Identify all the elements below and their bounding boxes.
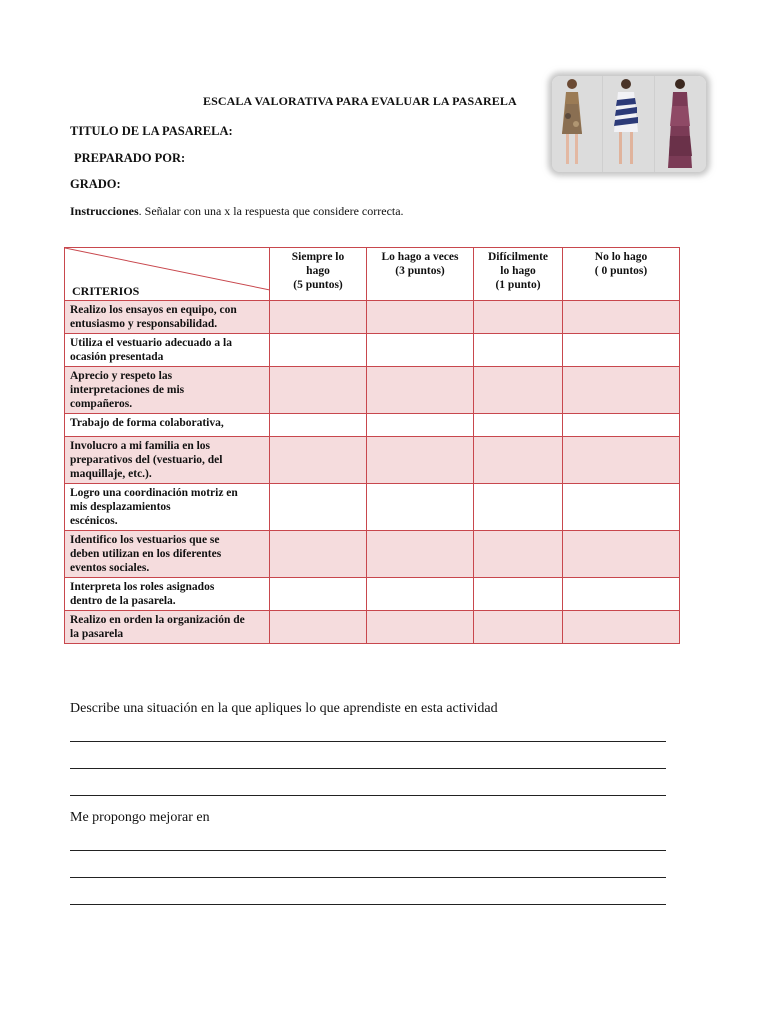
column-header-line: hago — [306, 265, 330, 277]
column-header-line: ( 0 puntos) — [594, 265, 648, 277]
criteria-header: CRITERIOS — [72, 284, 140, 298]
column-header-line: (3 puntos) — [395, 265, 445, 277]
column-header-line: Lo hago a veces — [381, 251, 459, 263]
table-row — [65, 611, 680, 644]
answer-cell[interactable] — [367, 611, 474, 644]
column-header-a-veces — [367, 248, 474, 301]
criterion-line: Realizo los ensayos en equipo, con — [70, 304, 237, 316]
answer-cell[interactable] — [563, 484, 680, 531]
column-header-line: (5 puntos) — [293, 279, 343, 291]
criterion-line: Identifico los vestuarios que se — [70, 534, 220, 546]
table-row — [65, 484, 680, 531]
field-preparado-por: PREPARADO POR: — [74, 151, 186, 165]
answer-cell[interactable] — [474, 414, 563, 437]
runway-models-photo — [552, 76, 706, 172]
answer-cell[interactable] — [563, 578, 680, 611]
answer-cell[interactable] — [474, 334, 563, 367]
answer-cell[interactable] — [367, 437, 474, 484]
criterion-line: Involucro a mi familia en los — [70, 440, 211, 452]
table-row — [65, 367, 680, 414]
criterion-cell — [65, 334, 270, 367]
criterion-line: Realizo en orden la organización de — [70, 614, 245, 626]
instructions-label: Instrucciones — [70, 204, 139, 218]
criterion-line: Trabajo de forma colaborativa, — [70, 417, 224, 429]
criterion-cell — [65, 578, 270, 611]
table-header-row — [65, 248, 680, 301]
answer-cell[interactable] — [270, 484, 367, 531]
table-row — [65, 414, 680, 437]
criterion-cell — [65, 301, 270, 334]
criterion-line: mis desplazamientos — [70, 501, 171, 513]
column-header-siempre — [270, 248, 367, 301]
table-row — [65, 531, 680, 578]
criterion-line: escénicos. — [70, 515, 118, 527]
criterion-cell — [65, 414, 270, 437]
answer-cell[interactable] — [474, 611, 563, 644]
criterion-line: maquillaje, etc.). — [70, 468, 152, 480]
answer-cell[interactable] — [270, 367, 367, 414]
answer-cell[interactable] — [474, 531, 563, 578]
column-header-line: Siempre lo — [291, 251, 345, 263]
answer-cell[interactable] — [367, 334, 474, 367]
column-header-no-lo-hago — [563, 248, 680, 301]
answer-cell[interactable] — [270, 334, 367, 367]
criterion-cell — [65, 611, 270, 644]
answer-cell[interactable] — [474, 367, 563, 414]
answer-cell[interactable] — [474, 301, 563, 334]
answer-cell[interactable] — [367, 484, 474, 531]
criterion-line: Utiliza el vestuario adecuado a la — [70, 337, 232, 349]
answer-cell[interactable] — [563, 301, 680, 334]
field-grado: GRADO: — [70, 177, 121, 191]
answer-cell[interactable] — [367, 301, 474, 334]
criterion-line: dentro de la pasarela. — [70, 595, 176, 607]
column-header-line: Difícilmente — [487, 251, 549, 263]
criterion-line: compañeros. — [70, 398, 133, 410]
answer-line[interactable] — [70, 877, 666, 878]
answer-cell[interactable] — [563, 611, 680, 644]
table-row — [65, 301, 680, 334]
column-header-dificilmente — [474, 248, 563, 301]
criterion-cell — [65, 531, 270, 578]
column-header-line: (1 punto) — [495, 279, 541, 291]
answer-cell[interactable] — [474, 484, 563, 531]
criterion-line: eventos sociales. — [70, 562, 150, 574]
answer-cell[interactable] — [367, 414, 474, 437]
field-titulo-pasarela: TITULO DE LA PASARELA: — [70, 124, 233, 138]
criterion-line: preparativos del (vestuario, del — [70, 454, 223, 466]
instructions-text: . Señalar con una x la respuesta que considere correcta. — [138, 204, 404, 218]
answer-cell[interactable] — [367, 578, 474, 611]
reflection-prompt-2: Me propongo mejorar en — [70, 810, 210, 825]
answer-cell[interactable] — [367, 367, 474, 414]
criterion-line: Aprecio y respeto las — [70, 370, 173, 382]
criterion-line: Interpreta los roles asignados — [70, 581, 215, 593]
answer-cell[interactable] — [563, 437, 680, 484]
criterion-line: deben utilizan en los diferentes — [70, 548, 222, 560]
table-row — [65, 578, 680, 611]
reflection-prompt-1: Describe una situación en la que apliques lo que aprendiste en esta actividad — [70, 701, 498, 716]
answer-cell[interactable] — [563, 414, 680, 437]
answer-cell[interactable] — [563, 367, 680, 414]
criterion-line: ocasión presentada — [70, 351, 164, 363]
answer-cell[interactable] — [270, 531, 367, 578]
table-row — [65, 437, 680, 484]
instructions — [70, 204, 404, 219]
answer-cell[interactable] — [563, 531, 680, 578]
criterion-line: la pasarela — [70, 628, 124, 640]
answer-cell[interactable] — [270, 437, 367, 484]
answer-cell[interactable] — [270, 611, 367, 644]
criteria-header-cell — [65, 248, 270, 301]
criterion-line: Logro una coordinación motriz en — [70, 487, 238, 499]
answer-line[interactable] — [70, 741, 666, 742]
answer-line[interactable] — [70, 768, 666, 769]
criterion-line: interpretaciones de mis — [70, 384, 185, 396]
answer-cell[interactable] — [563, 334, 680, 367]
criterion-line: entusiasmo y responsabilidad. — [70, 318, 218, 330]
answer-cell[interactable] — [270, 578, 367, 611]
answer-line[interactable] — [70, 795, 666, 796]
criterion-cell — [65, 484, 270, 531]
answer-line[interactable] — [70, 850, 666, 851]
table-row — [65, 334, 680, 367]
answer-line[interactable] — [70, 904, 666, 905]
answer-cell[interactable] — [270, 301, 367, 334]
criterion-cell — [65, 367, 270, 414]
column-header-line: lo hago — [500, 265, 536, 277]
answer-cell[interactable] — [270, 414, 367, 437]
answer-cell[interactable] — [367, 531, 474, 578]
evaluation-table — [64, 247, 680, 644]
answer-cell[interactable] — [474, 437, 563, 484]
document-title: ESCALA VALORATIVA PARA EVALUAR LA PASARELA — [203, 94, 517, 108]
column-header-line: No lo hago — [594, 251, 648, 263]
answer-cell[interactable] — [474, 578, 563, 611]
criterion-cell — [65, 437, 270, 484]
